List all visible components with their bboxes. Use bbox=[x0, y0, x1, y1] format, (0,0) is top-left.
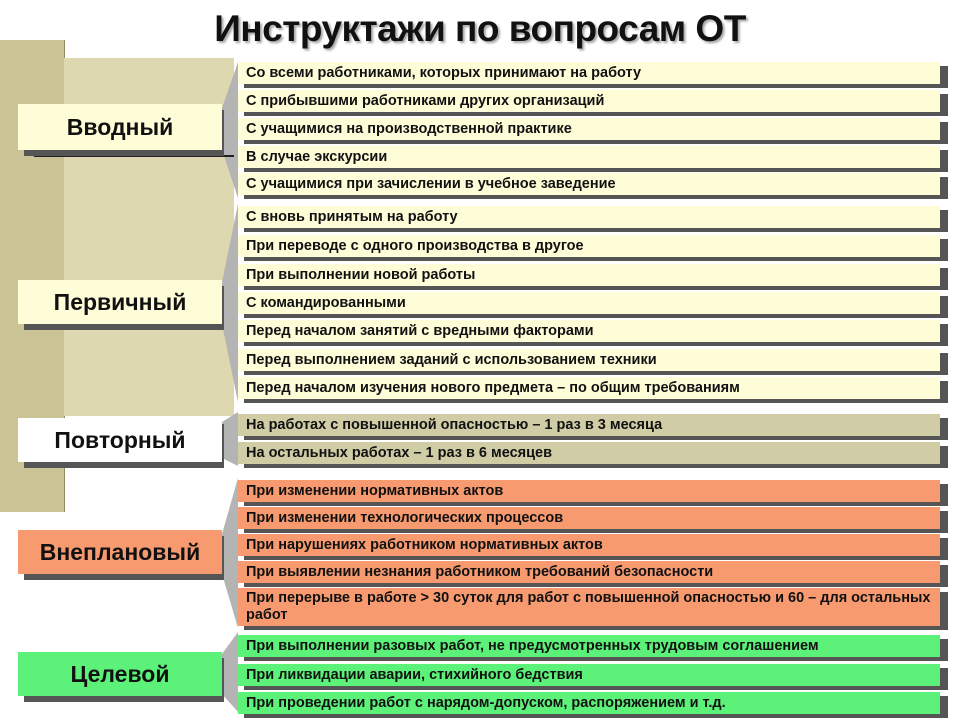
funnel-vneplanovy bbox=[222, 478, 238, 628]
vneplanovy-item: При нарушениях работником нормативных актов bbox=[238, 534, 940, 556]
vvodny-item: С прибывшими работниками других организаций bbox=[238, 90, 940, 112]
category-vneplanovy: Внеплановый bbox=[18, 530, 222, 574]
vvodny-item: В случае экскурсии bbox=[238, 146, 940, 168]
tselevoy-item: При ликвидации аварии, стихийного бедствия bbox=[238, 664, 940, 686]
funnel-pervichny bbox=[222, 204, 238, 402]
povtorny-item: На остальных работах – 1 раз в 6 месяцев bbox=[238, 442, 940, 464]
pervichny-item: При выполнении новой работы bbox=[238, 264, 940, 286]
vvodny-item: Со всеми работниками, которых принимают на работу bbox=[238, 62, 940, 84]
pervichny-item: Перед началом занятий с вредными факторами bbox=[238, 320, 940, 342]
vneplanovy-item: При изменении нормативных актов bbox=[238, 480, 940, 502]
pervichny-item: Перед выполнением заданий с использованием техники bbox=[238, 349, 940, 371]
page-title: Инструктажи по вопросам ОТ bbox=[214, 8, 746, 49]
vneplanovy-item: При перерыве в работе > 30 суток для работ с повышенной опасностью и 60 – для остальных работ bbox=[238, 588, 940, 626]
pervichny-item: С командированными bbox=[238, 292, 940, 314]
funnel-vvodny bbox=[222, 62, 238, 198]
category-vvodny: Вводный bbox=[18, 104, 222, 150]
category-tselevoy: Целевой bbox=[18, 652, 222, 696]
tselevoy-item: При выполнении разовых работ, не предусмотренных трудовым соглашением bbox=[238, 635, 940, 657]
funnel-povtorny bbox=[222, 412, 238, 466]
pervichny-item: Перед началом изучения нового предмета – по общим требованиям bbox=[238, 377, 940, 399]
vneplanovy-item: При изменении технологических процессов bbox=[238, 507, 940, 529]
funnel-tselevoy bbox=[222, 632, 238, 712]
category-povtorny: Повторный bbox=[18, 418, 222, 462]
povtorny-item: На работах с повышенной опасностью – 1 раз в 3 месяца bbox=[238, 414, 940, 436]
pervichny-item: При переводе с одного производства в другое bbox=[238, 235, 940, 257]
vvodny-item: С учащимися при зачислении в учебное заведение bbox=[238, 173, 940, 195]
vneplanovy-item: При выявлении незнания работником требований безопасности bbox=[238, 561, 940, 583]
vvodny-item: С учащимися на производственной практике bbox=[238, 118, 940, 140]
tselevoy-item: При проведении работ с нарядом-допуском, распоряжением и т.д. bbox=[238, 692, 940, 714]
pervichny-item: С вновь принятым на работу bbox=[238, 206, 940, 228]
category-pervichny: Первичный bbox=[18, 280, 222, 324]
